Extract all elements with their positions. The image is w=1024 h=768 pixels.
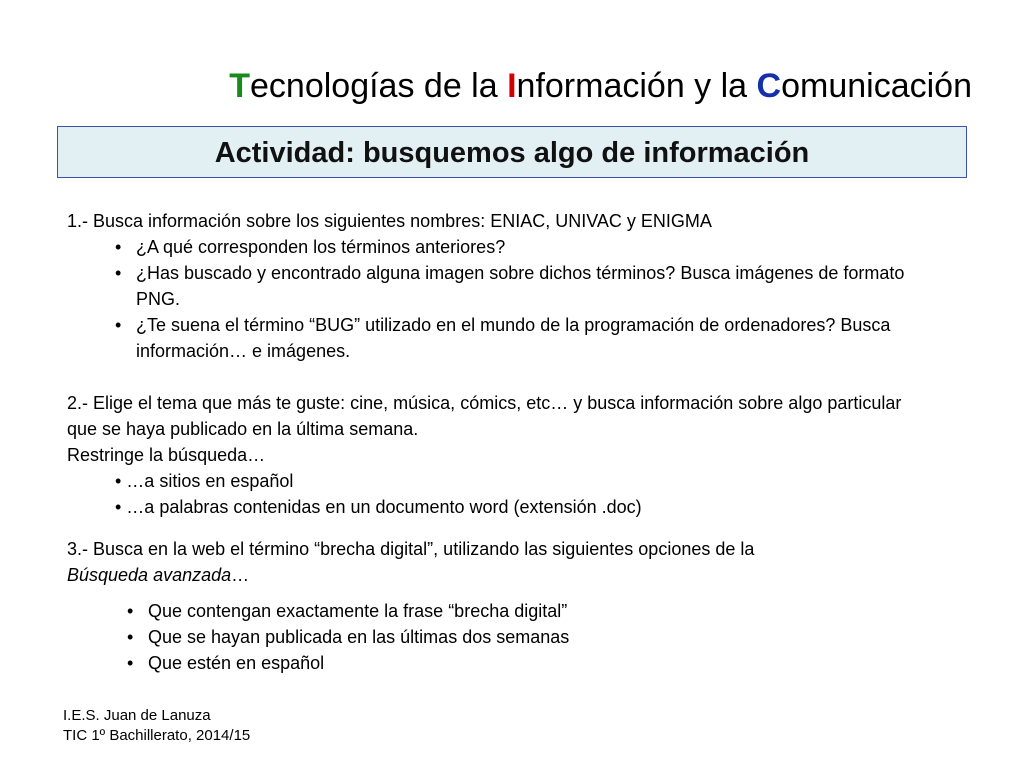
list-item: • Que se hayan publicada en las últimas dos semanas (127, 627, 570, 647)
title-text-3: omunicación (781, 67, 972, 105)
section-1-bullets (67, 234, 967, 364)
title-initial-c: C (756, 67, 782, 105)
section-2-bullets (67, 468, 927, 520)
title-text-1: ecnologías de la (250, 67, 508, 105)
list-item: • ¿Has buscado y encontrado alguna imagen sobre dichos términos? Busca imágenes de formato PNG. (115, 263, 905, 309)
section-3 (67, 536, 947, 676)
section-3-italic: Búsqueda avanzada (67, 565, 232, 585)
title-initial-t: T (229, 67, 251, 105)
footer-course: TIC 1º Bachillerato, 2014/15 (63, 727, 251, 744)
section-3-intro: 3.- Busca en la web el término “brecha digital”, utilizando las siguientes opciones de la Búsqueda avanzada… (67, 539, 755, 585)
list-item: • …a palabras contenidas en un documento word (extensión .doc) (115, 497, 642, 517)
section-1-intro: 1.- Busca información sobre los siguientes nombres: ENIAC, UNIVAC y ENIGMA (67, 211, 712, 231)
page-title (0, 64, 972, 108)
section-2-restrict: Restringe la búsqueda… (67, 445, 266, 465)
section-1 (67, 208, 967, 364)
title-text-2: nformación y la (516, 67, 757, 105)
section-3-bullets (67, 598, 947, 676)
activity-banner: Actividad: busquemos algo de información (57, 126, 967, 178)
section-2-intro: 2.- Elige el tema que más te guste: cine, música, cómics, etc… y busca información sobre algo particular que se haya publicado en la última semana. (67, 393, 902, 439)
list-item: • ¿A qué corresponden los términos anteriores? (115, 237, 506, 257)
title-initial-i: I (507, 67, 517, 105)
footer-school: I.E.S. Juan de Lanuza (63, 707, 211, 724)
list-item: • Que contengan exactamente la frase “brecha digital” (127, 601, 568, 621)
list-item: • …a sitios en español (115, 471, 294, 491)
section-2 (67, 390, 927, 520)
list-item: • ¿Te suena el término “BUG” utilizado en el mundo de la programación de ordenadores? Busca información… e imágenes. (115, 315, 891, 361)
list-item: • Que estén en español (127, 653, 325, 673)
footer (63, 706, 250, 746)
